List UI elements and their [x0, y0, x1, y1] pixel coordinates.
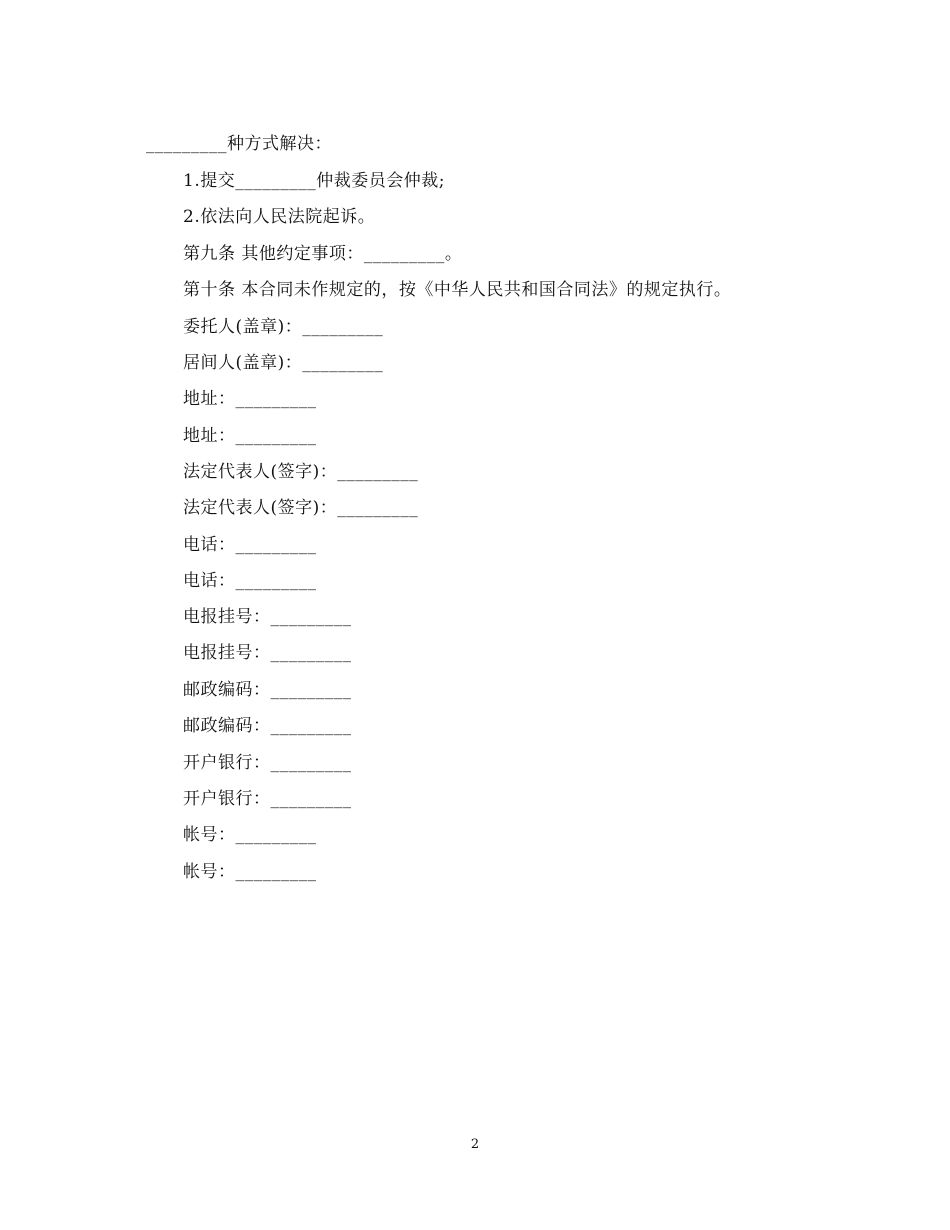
- account-number-field: 帐号：_________: [183, 862, 317, 882]
- phone-field: 电话：_________: [183, 535, 317, 555]
- address-field: 地址：_________: [183, 389, 317, 409]
- legal-representative-field: 法定代表人(签字)：_________: [183, 498, 419, 518]
- dispute-resolution-intro: _________种方式解决：: [146, 134, 332, 154]
- telegraph-field: 电报挂号：_________: [183, 643, 352, 663]
- phone-field: 电话：_________: [183, 571, 317, 591]
- litigation-option: 2.依法向人民法院起诉。: [183, 207, 376, 227]
- article-ten: 第十条 本合同未作规定的，按《中华人民共和国合同法》的规定执行。: [183, 280, 732, 300]
- page-number: 2: [470, 1137, 480, 1152]
- principal-seal-field: 委托人(盖章)：_________: [183, 317, 384, 337]
- telegraph-field: 电报挂号：_________: [183, 607, 352, 627]
- legal-representative-field: 法定代表人(签字)：_________: [183, 462, 419, 482]
- account-number-field: 帐号：_________: [183, 825, 317, 845]
- postal-code-field: 邮政编码：_________: [183, 716, 352, 736]
- bank-field: 开户银行：_________: [183, 789, 352, 809]
- arbitration-option: 1.提交_________仲裁委员会仲裁;: [183, 171, 445, 191]
- address-field: 地址：_________: [183, 426, 317, 446]
- article-nine: 第九条 其他约定事项：_________。: [183, 244, 463, 264]
- intermediary-seal-field: 居间人(盖章)：_________: [183, 353, 384, 373]
- postal-code-field: 邮政编码：_________: [183, 680, 352, 700]
- bank-field: 开户银行：_________: [183, 753, 352, 773]
